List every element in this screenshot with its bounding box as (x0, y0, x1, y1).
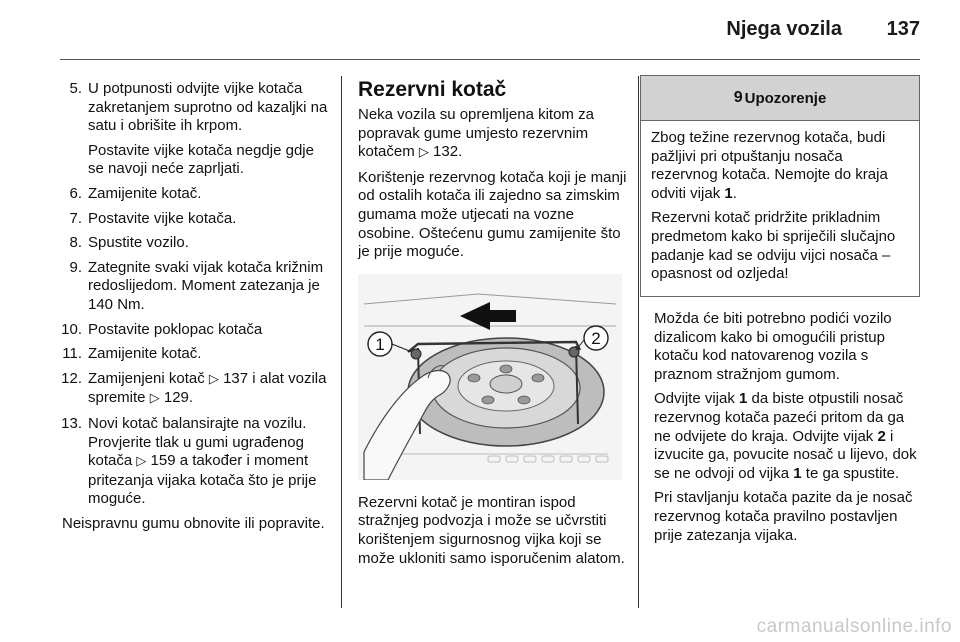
column-1 (62, 80, 330, 539)
section-title: Rezervni kotač (358, 78, 507, 101)
closing-paragraph: Neispravnu gumu obnovite ili popravite. (62, 514, 325, 532)
page-ref[interactable]: 132. (433, 143, 463, 161)
page-ref-icon: ▷ (149, 391, 160, 407)
page-header (0, 0, 960, 60)
step-number: 8. (69, 234, 82, 252)
step-number: 12. (61, 369, 82, 387)
column-divider-1 (341, 76, 342, 608)
step-text-part: i alat vozila spremite (88, 369, 327, 407)
step-number: 13. (61, 414, 82, 432)
step-text (88, 370, 330, 409)
spare-wheel-illustration (358, 274, 622, 480)
step-item (62, 370, 330, 409)
step-number: 9. (69, 258, 82, 276)
paragraph: Pri stavljanju kotača pazite da je nosač rezervnog kotača pravilno postavljen prije zatezanja vijaka. (654, 489, 913, 544)
warning-icon: 9 (733, 89, 743, 106)
column-2 (358, 78, 628, 574)
bolt-number: 1 (739, 390, 748, 408)
warning-paragraph: Rezervni kotač pridržite prikladnim predmetom kako bi spriječili slučajno padanje kad se odviju vijci nosača – opasnost od ozljeda! (651, 209, 896, 283)
paragraph-text: da biste otpustili nosač rezervnog kotača pazeći pritom da ga ne odvijete do kraja. Odvijte vijak (654, 390, 905, 445)
paragraph-text: Odvijte vijak (654, 390, 735, 408)
warning-box (640, 75, 920, 297)
step-text: Zamijenite kotač. (88, 184, 202, 202)
warning-header (641, 76, 919, 121)
step-text: Spustite vozilo. (88, 234, 189, 252)
paragraph-text: i izvucite ga, povucite nosač u lijevo, dok se ne odvoji od vijka (654, 427, 917, 482)
page-ref-icon: ▷ (208, 371, 219, 387)
paragraph-text: te ga spustite. (805, 464, 900, 482)
page-ref-icon: ▷ (136, 454, 147, 470)
callout-label-1: 1 (375, 334, 385, 354)
spare-wheel-drawing (358, 274, 622, 480)
column-divider-2 (638, 76, 639, 608)
step-number: 10. (61, 320, 82, 338)
step-item (62, 210, 330, 229)
warning-text: . (732, 184, 737, 202)
page-ref-icon: ▷ (418, 145, 429, 161)
paragraph: Možda će biti potrebno podići vozilo dizalicom kako bi omogućili pristup kotaču kod natovarenog vozila s praznom stražnjom gumom. (654, 310, 892, 383)
paragraph (358, 106, 628, 163)
warning-body (641, 121, 919, 284)
step-text: Postavite vijke kotača. (88, 209, 237, 227)
step-item (62, 185, 330, 204)
warning-paragraph (651, 129, 909, 203)
callout-label-2: 2 (591, 328, 601, 348)
paragraph (654, 390, 924, 483)
paragraph: Korištenje rezervnog kotača koji je manji od ostalih kotača ili zajedno sa zimskim gumama može utjecati na vozne osobine. Oštećenu gumu zamijenite što je prije moguće. (358, 168, 627, 261)
step-item (62, 80, 330, 179)
step-text: Zategnite svaki vijak kotača križnim redoslijedom. Moment zatezanja je 140 Nm. (88, 258, 324, 313)
step-text: U potpunosti odvijte vijke kotača zakretanjem suprotno od kazaljki na satu i obrišite ih krpom. (88, 80, 328, 135)
page-ref[interactable]: 137 (223, 369, 249, 387)
watermark: carmanualsonline.info (756, 616, 952, 637)
step-item (62, 234, 330, 253)
page-ref[interactable]: 159 (150, 452, 176, 470)
step-text-part: a također i moment pritezanja vijaka kotača što je prije moguće. (88, 452, 317, 508)
warning-text: Zbog težine rezervnog kotača, budi pažljivi pri otpuštanju nosača rezervnog kotača. Nemojte do kraja odviti vijak (651, 129, 888, 202)
step-number: 7. (69, 209, 82, 227)
step-text: Zamijenite kotač. (88, 345, 202, 363)
step-text-part: Novi kotač balansirajte na vozilu. Provjerite tlak u gumi ugrađenog kotača (88, 414, 307, 470)
step-item (62, 259, 330, 315)
page-number: 137 (886, 18, 920, 40)
column-3 (654, 310, 924, 551)
paragraph-text: Neka vozila su opremljena kitom za popravak gume umjesto rezervnim kotačem (358, 106, 594, 161)
step-text (88, 415, 330, 509)
bolt-number: 2 (877, 427, 886, 445)
step-item (62, 415, 330, 509)
step-item (62, 321, 330, 340)
step-text-part: Zamijenjeni kotač (88, 369, 205, 387)
step-number: 5. (69, 80, 82, 97)
page-title: Njega vozila (726, 18, 842, 40)
bolt-number: 1 (724, 184, 733, 202)
bolt-number: 1 (793, 464, 802, 482)
step-note: Postavite vijke kotača negdje gdje se navoji neće zaprljati. (88, 141, 314, 178)
header-divider (60, 59, 920, 60)
step-list (62, 80, 330, 509)
step-item (62, 345, 330, 364)
step-text: Postavite poklopac kotača (88, 320, 263, 338)
step-number: 6. (69, 184, 82, 202)
paragraph: Rezervni kotač je montiran ispod stražnjeg podvozja i može se učvrstiti korištenjem sigurnosnog vijka koji se može ukloniti samo isporučenim alatom. (358, 493, 625, 567)
page-ref[interactable]: 129. (163, 389, 194, 407)
step-number: 11. (62, 345, 82, 363)
warning-title: Upozorenje (744, 89, 827, 107)
